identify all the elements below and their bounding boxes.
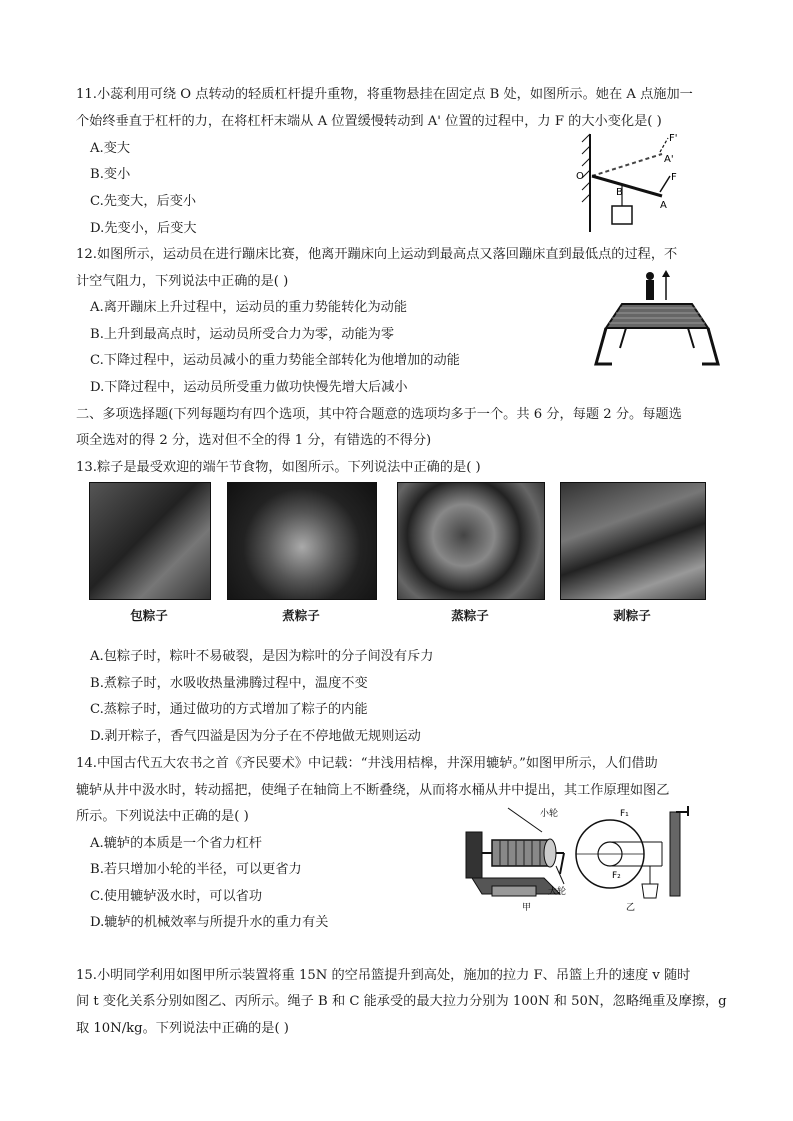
q13-option-b: B.煮粽子时，水吸收热量沸腾过程中，温度不变: [90, 676, 368, 691]
q11-stem-line1: 11.小蕊利用可绕 O 点转动的轻质杠杆提升重物，将重物悬挂在固定点 B 处，如图所示。她在 A 点施加一: [76, 87, 693, 102]
q11-option-a: A.变大: [90, 141, 131, 156]
label-f: F: [671, 172, 677, 183]
caption-peel: 剥粽子: [613, 608, 651, 623]
q14-option-d: D.辘轳的机械效率与所提升水的重力有关: [90, 915, 329, 930]
section2-header-line1: 二、多项选择题(下列每题均有四个选项，其中符合题意的选项均多于一个。共 6 分，每题 2 分。每题选: [76, 407, 682, 422]
caption-boil: 煮粽子: [282, 608, 320, 623]
label-small-wheel: 小轮: [540, 809, 559, 819]
q12-option-d: D.下降过程中，运动员所受重力做功快慢先增大后减小: [90, 380, 408, 395]
q14-stem-line2: 辘轳从井中汲水时，转动摇把，使绳子在轴筒上不断叠绕，从而将水桶从井中提出，其工作原理如图乙: [76, 783, 670, 798]
q15-stem-line3: 取 10N/kg。下列说法中正确的是( ): [76, 1021, 289, 1036]
q12-stem-line2: 计空气阻力，下列说法中正确的是( ): [76, 274, 289, 289]
q11-option-c: C.先变大，后变小: [90, 194, 197, 209]
lever-figure: [570, 132, 690, 234]
q12-option-c: C.下降过程中，运动员减小的重力势能全部转化为他增加的动能: [90, 353, 460, 368]
label-a-prime: A': [664, 154, 674, 165]
photo-peeling-zongzi: [560, 482, 706, 600]
q11-option-b: B.变小: [90, 167, 131, 182]
q13-option-c: C.蒸粽子时，通过做功的方式增加了粽子的内能: [90, 702, 368, 717]
q11-stem-line2: 个始终垂直于杠杆的力，在将杠杆末端从 A 位置缓慢转动到 A' 位置的过程中，力 F 的大小变化是( ): [76, 114, 662, 129]
q15-stem-line1: 15.小明同学利用如图甲所示装置将重 15N 的空吊篮提升到高处，施加的拉力 F、吊篮上升的速度 v 随时: [76, 968, 691, 983]
label-yi: 乙: [626, 903, 636, 913]
q14-stem-line3: 所示。下列说法中正确的是( ): [76, 809, 249, 824]
q14-option-b: B.若只增加小轮的半径，可以更省力: [90, 862, 302, 877]
q13-stem: 13.粽子是最受欢迎的端午节食物，如图所示。下列说法中正确的是( ): [76, 460, 481, 475]
label-a: A: [660, 200, 667, 211]
photo-boiling-zongzi: [227, 482, 377, 600]
label-big-wheel: 大轮: [548, 887, 567, 897]
q13-option-d: D.剥开粽子，香气四溢是因为分子在不停地做无规则运动: [90, 729, 421, 744]
label-f2: F₂: [612, 871, 621, 881]
q14-option-c: C.使用辘轳汲水时，可以省功: [90, 889, 263, 904]
photo-wrapping-zongzi: [89, 482, 211, 600]
q12-option-b: B.上升到最高点时，运动员所受合力为零，动能为零: [90, 327, 395, 342]
label-b: B: [616, 187, 623, 198]
q14-stem-line1: 14.中国古代五大农书之首《齐民要术》中记载：“井浅用桔槔，井深用辘轳。”如图甲所示，人们借助: [76, 756, 658, 771]
label-o: O: [576, 171, 584, 182]
q15-stem-line2: 间 t 变化关系分别如图乙、丙所示。绳子 B 和 C 能承受的最大拉力分别为 100N 和 50N，忽略绳重及摩擦，g: [76, 994, 727, 1009]
q13-option-a: A.包粽子时，粽叶不易破裂，是因为粽叶的分子间没有斥力: [90, 649, 434, 664]
photo-steaming-zongzi: [397, 482, 545, 600]
q12-option-a: A.离开蹦床上升过程中，运动员的重力势能转化为动能: [90, 300, 408, 315]
windlass-figure: [452, 802, 702, 914]
caption-steam: 蒸粽子: [451, 608, 489, 623]
label-f-prime: F': [669, 133, 678, 144]
label-jia: 甲: [522, 903, 532, 913]
q12-stem-line1: 12.如图所示，运动员在进行蹦床比赛，他离开蹦床向上运动到最高点又落回蹦床直到最低点的过程，不: [76, 247, 678, 262]
label-f1: F₁: [620, 809, 629, 819]
section2-header-line2: 项全选对的得 2 分，选对但不全的得 1 分，有错选的不得分): [76, 433, 432, 448]
q14-option-a: A.辘轳的本质是一个省力杠杆: [90, 836, 262, 851]
trampoline-figure: [592, 268, 720, 372]
caption-wrap: 包粽子: [130, 608, 168, 623]
q11-option-d: D.先变小，后变大: [90, 221, 197, 236]
